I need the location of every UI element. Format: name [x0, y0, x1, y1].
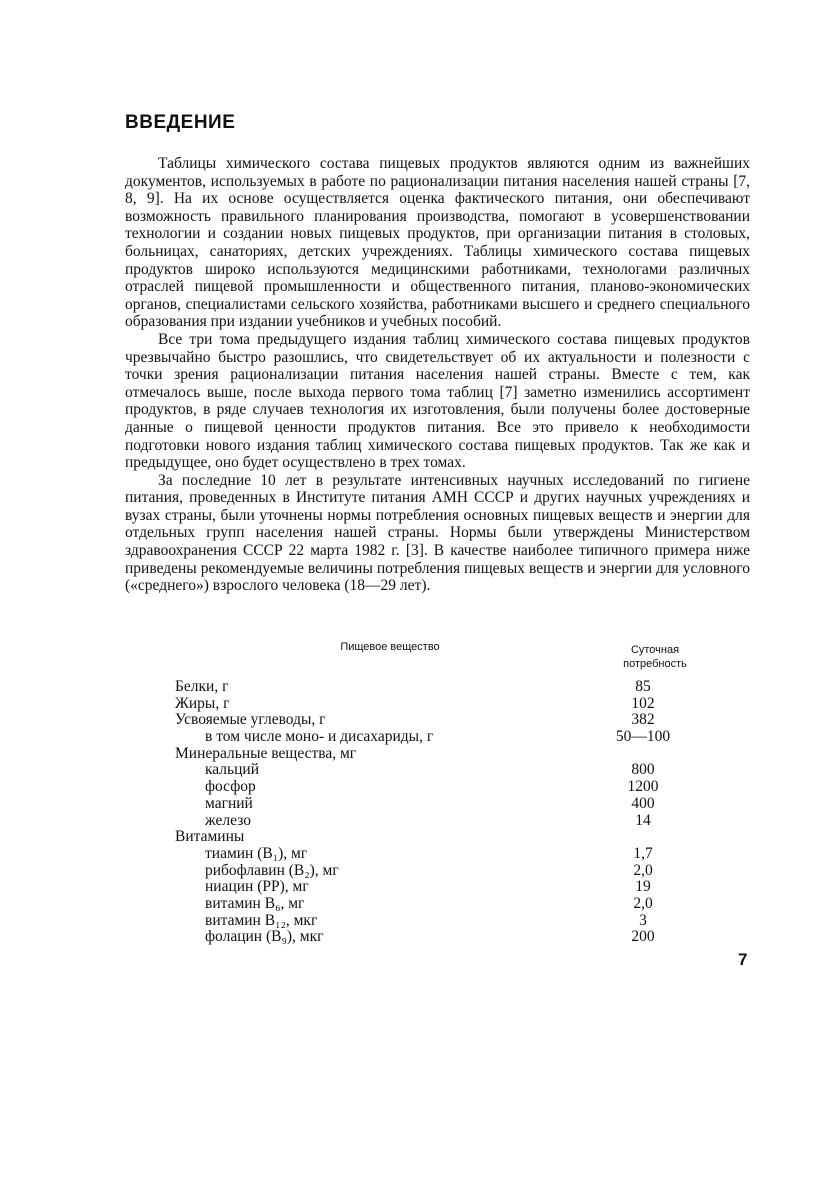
nutrient-name: витамин B₁₂, мкг	[205, 911, 318, 929]
table-row	[175, 813, 695, 830]
table-row	[175, 846, 695, 863]
nutrient-name: Усвояемые углеводы, г	[175, 711, 326, 729]
column-header-daily-need-line2: потребность	[623, 658, 687, 670]
table-row	[175, 879, 695, 896]
table-row	[175, 712, 695, 729]
nutrient-name: Белки, г	[175, 678, 229, 695]
table-row	[175, 929, 695, 946]
paragraph-2: Все три тома предыдущего издания таблиц химического состава пищевых продуктов чрезвычайно быстро разошлись, что свидетельствует об их актуальности и полезности с точки зрения рационализации питания населения нашей страны. Вместе с тем, как отмечалось выше, после выхода первого тома таблиц [7] заметно изменились ассортимент продуктов, в ряде случаев технология их изготовления, были получены более достоверные данные о пищевой ценности продуктов питания. Все это привело к необходимости подготовки нового издания таблиц химического состава пищевых продуктов. Так же как и предыдущее, оно будет осуществлено в трех томах.	[125, 330, 750, 472]
nutrient-group-name: Минеральные вещества, мг	[175, 744, 357, 762]
nutrient-name: фолацин (B₉), мкг	[205, 928, 324, 946]
nutrient-name: тиамин (B₁), мг	[205, 844, 308, 862]
nutrient-value: 1200	[627, 778, 659, 796]
page-number: 7	[738, 950, 748, 969]
nutrient-name: витамин B₆, мг	[205, 894, 305, 912]
table-row	[175, 696, 695, 713]
nutrient-name: рибофлавин (B₂), мг	[205, 861, 339, 879]
nutrient-value: 400	[631, 794, 655, 812]
nutrient-name: железо	[205, 811, 251, 829]
nutrient-table	[175, 679, 695, 946]
body-text	[125, 155, 750, 595]
table-row	[175, 779, 695, 796]
table-row	[175, 762, 695, 779]
nutrient-value: 200	[631, 928, 655, 946]
nutrient-name: фосфор	[205, 778, 256, 796]
column-header-daily-need	[600, 643, 710, 671]
nutrient-value: 800	[631, 761, 655, 779]
table-row	[175, 796, 695, 813]
table-row	[175, 896, 695, 913]
nutrient-value: 50—100	[615, 728, 671, 746]
nutrient-value: 1,7	[633, 844, 653, 862]
nutrient-value: 3	[639, 911, 647, 929]
table-row	[175, 679, 695, 696]
paragraph-3: За последние 10 лет в результате интенсивных научных исследований по гигиене питания, проведенных в Институте питания АМН СССР и других научных учреждениях и вузах страны, были уточнены нормы потребления основных пищевых веществ и энергии для отдельных групп населения нашей страны. Нормы были утверждены Министерством здравоохранения СССР 22 марта 1982 г. [3]. В качестве наиболее типичного примера ниже приведены рекомендуемые величины потребления пищевых веществ и энергии для условного («среднего») взрослого человека (18—29 лет).	[125, 471, 750, 595]
table-row	[175, 746, 695, 763]
nutrient-value: 102	[631, 694, 655, 712]
table-row	[175, 729, 695, 746]
nutrient-value: 2,0	[633, 861, 653, 879]
nutrient-name: кальций	[205, 761, 260, 779]
paragraph-1: Таблицы химического состава пищевых продуктов являются одним из важнейших документов, используемых в работе по рационализации питания населения нашей страны [7, 8, 9]. На их основе осуществляется оценка фактического питания, они обеспечивают возможность правильного планирования производства, помогают в усовершенствовании технологии и создании новых пищевых продуктов, при организации питания в столовых, больницах, санаториях, детских учреждениях. Таблицы химического состава пищевых продуктов широко используются медицинскими работниками, технологами различных отраслей пищевой промышленности и общественного питания, планово-экономических органов, специалистами сельского хозяйства, работниками высшего и среднего специального образования при издании учебников и учебных пособий.	[125, 155, 750, 331]
table-row	[175, 829, 695, 846]
nutrient-value: 19	[635, 878, 651, 896]
nutrient-name: Жиры, г	[175, 694, 230, 712]
nutrient-name: в том числе моно- и дисахариды, г	[205, 728, 434, 746]
nutrient-value: 85	[635, 678, 651, 695]
nutrient-value: 382	[631, 711, 655, 729]
section-heading: ВВЕДЕНИЕ	[125, 112, 236, 133]
column-header-daily-need-line1: Суточная	[630, 644, 680, 656]
table-row	[175, 863, 695, 880]
nutrient-name: магний	[205, 794, 253, 812]
nutrient-name: ниацин (PP), мг	[205, 878, 309, 896]
nutrient-group-name: Витамины	[175, 828, 245, 846]
nutrient-value: 2,0	[633, 894, 653, 912]
nutrient-value: 14	[635, 811, 651, 829]
table-row	[175, 913, 695, 930]
column-header-substance: Пищевое вещество	[340, 641, 440, 653]
